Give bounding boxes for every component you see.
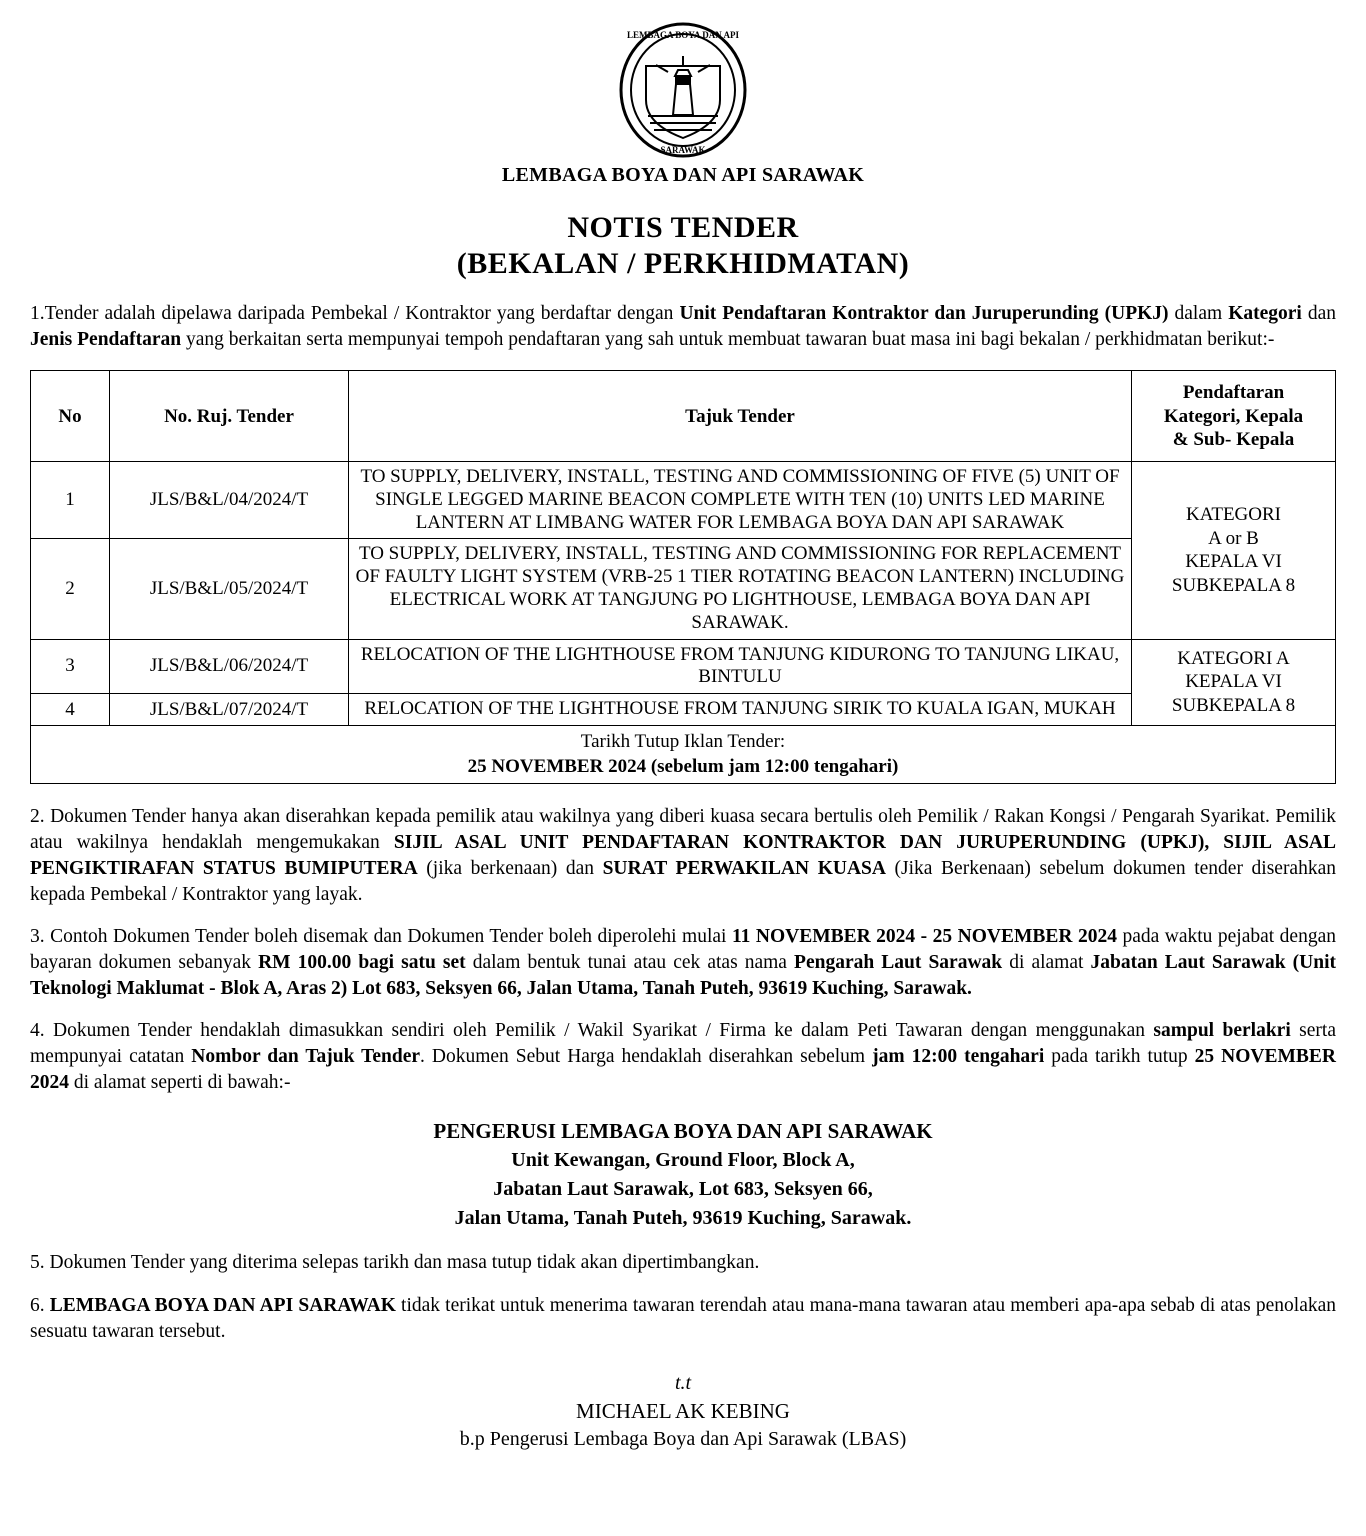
clause3-b3: Pengarah Laut Sarawak: [794, 952, 1003, 973]
clause3-b4: Jabatan Laut Sarawak (Unit Teknologi Maklumat - Blok A, Aras 2) Lot 683, Seksyen 66, Jalan Utama, Tanah Puteh, 93619 Kuching, Sarawak.: [30, 952, 1337, 999]
organisation-name: LEMBAGA BOYA DAN API SARAWAK: [501, 164, 865, 186]
cat2-line1: KATEGORI A: [1177, 647, 1290, 669]
table-row: [31, 461, 1336, 538]
header-title: Tajuk Tender: [349, 371, 1132, 462]
cat2-line3: SUBKEPALA 8: [1171, 695, 1296, 717]
category-group-2: [1132, 639, 1336, 725]
clause6-t2: tidak terikat untuk menerima tawaran terendah atau mana-mana tawaran atau memberi apa-apa sebab di atas penolakan sesuatu tawaran tersebut.: [30, 1294, 1337, 1342]
clause2-t1: 2. Dokumen Tender hanya akan diserahkan kepada pemilik atau wakilnya yang diberi kuasa secara bertulis oleh Pemilik / Rakan Kongsi / Pengarah Syarikat. Pemilik atau wakilnya hendaklah mengemukakan: [30, 806, 1336, 854]
intro-paragraph: [30, 301, 1336, 352]
row3-no: 3: [31, 639, 110, 694]
row3-title: RELOCATION OF THE LIGHTHOUSE FROM TANJUNG KIDURONG TO TANJUNG LIKAU, BINTULU: [349, 639, 1132, 694]
header-category: [1132, 371, 1336, 462]
clause4-b3: jam 12:00 tengahari: [872, 1046, 1045, 1068]
svg-text:LEMBAGA BOYA DAN API: LEMBAGA BOYA DAN API: [627, 30, 739, 40]
intro-part3: dan: [1301, 303, 1336, 324]
clause3-t4: di alamat: [1002, 952, 1091, 973]
signature-block: [30, 1370, 1336, 1452]
tender-table: [30, 370, 1336, 784]
category-group-1: [1132, 461, 1336, 639]
cat1-line3: KEPALA VI: [1185, 551, 1282, 573]
intro-bold2: Kategori: [1228, 303, 1302, 324]
signatory-name: MICHAEL AK KEBING: [576, 1399, 790, 1424]
row4-no: 4: [31, 694, 110, 726]
clause4-b4: 25 NOVEMBER 2024: [30, 1046, 1336, 1093]
clause4-b2: Nombor dan Tajuk Tender: [191, 1046, 421, 1068]
clause-5: 5. Dokumen Tender yang diterima selepas tarikh dan masa tutup tidak akan dipertimbangkan.: [30, 1252, 760, 1274]
clause2-b1: SIJIL ASAL UNIT PENDAFTARAN KONTRAKTOR DAN JURUPERUNDING (UPKJ), SIJIL ASAL PENGIKTIRAFAN STATUS BUMIPUTERA: [30, 832, 1337, 879]
clause2-t3: (Jika Berkenaan) sebelum dokumen tender diserahkan kepada Pembekal / Kontraktor yang layak.: [30, 857, 1336, 905]
closing-date-cell: [31, 725, 1336, 783]
row1-title: TO SUPPLY, DELIVERY, INSTALL, TESTING AND COMMISSIONING OF FIVE (5) UNIT OF SINGLE LEGGED MARINE BEACON COMPLETE WITH TEN (10) UNITS LED MARINE LANTERN AT LIMBANG WATER FOR LEMBAGA BOYA DAN API SARAWAK: [349, 461, 1132, 538]
signature-mark: t.t: [674, 1372, 692, 1395]
clause3-b2: RM 100.00 bagi satu set: [258, 952, 466, 973]
row1-reference: JLS/B&L/04/2024/T: [110, 461, 349, 538]
clause-6: [30, 1293, 1336, 1344]
page-subtitle: (BEKALAN / PERKHIDMATAN): [456, 247, 910, 280]
signatory-role: b.p Pengerusi Lembaga Boya dan Api Sarawak (LBAS): [459, 1427, 907, 1450]
clause4-b1: sampul berlakri: [1153, 1020, 1291, 1042]
row2-no: 2: [31, 539, 110, 639]
cat1-line1: KATEGORI: [1186, 503, 1281, 525]
intro-bold3: Jenis Pendaftaran: [30, 328, 182, 350]
clause3-t2: pada waktu pejabat dengan bayaran dokumen sebanyak: [30, 926, 1336, 973]
closing-date: 25 NOVEMBER 2024 (sebelum jam 12:00 tengahari): [467, 755, 899, 777]
table-row: [31, 639, 1336, 694]
closing-date-row: [31, 725, 1336, 783]
clause3-t3: dalam bentuk tunai atau cek atas nama: [465, 952, 795, 973]
cat1-line2: A or B: [1208, 527, 1259, 549]
clause-2: [30, 804, 1336, 907]
header-no: No: [31, 371, 110, 462]
clause2-b2: SURAT PERWAKILAN KUASA: [602, 857, 886, 879]
header-category-line3: & Sub- Kepala: [1172, 428, 1295, 450]
row1-no: 1: [31, 461, 110, 538]
row4-reference: JLS/B&L/07/2024/T: [110, 694, 349, 726]
address-line1: PENGERUSI LEMBAGA BOYA DAN API SARAWAK: [433, 1118, 933, 1143]
cat2-line2: KEPALA VI: [1185, 671, 1282, 693]
address-block: [30, 1116, 1336, 1233]
cat1-line4: SUBKEPALA 8: [1171, 575, 1296, 597]
row4-title: RELOCATION OF THE LIGHTHOUSE FROM TANJUNG SIRIK TO KUALA IGAN, MUKAH: [349, 694, 1132, 726]
intro-part4: yang berkaitan serta mempunyai tempoh pendaftaran yang sah untuk membuat tawaran buat masa ini bagi bekalan / perkhidmatan berikut:-: [181, 328, 1275, 350]
clause-4: [30, 1018, 1336, 1095]
address-line4: Jalan Utama, Tanah Puteh, 93619 Kuching, Sarawak.: [454, 1207, 912, 1230]
clause4-t4: pada tarikh tutup: [1044, 1046, 1195, 1068]
intro-bold1: Unit Pendaftaran Kontraktor dan Juruperunding (UPKJ): [679, 303, 1169, 324]
table-header-row: [31, 371, 1336, 462]
address-line3: Jabatan Laut Sarawak, Lot 683, Seksyen 66,: [493, 1178, 873, 1201]
row2-reference: JLS/B&L/05/2024/T: [110, 539, 349, 639]
clause6-b1: LEMBAGA BOYA DAN API SARAWAK: [49, 1294, 396, 1316]
clause-3: [30, 924, 1336, 1001]
closing-label: Tarikh Tutup Iklan Tender:: [580, 730, 786, 752]
intro-part1: 1.Tender adalah dipelawa daripada Pembekal / Kontraktor yang berdaftar dengan: [30, 303, 680, 324]
clause4-t3: . Dokumen Sebut Harga hendaklah diserahkan sebelum: [420, 1046, 873, 1068]
clause6-t1: 6.: [30, 1294, 50, 1316]
intro-part2: dalam: [1168, 303, 1229, 324]
clause2-t2: (jika berkenaan) dan: [417, 857, 603, 879]
row3-reference: JLS/B&L/06/2024/T: [110, 639, 349, 694]
clause3-t1: 3. Contoh Dokumen Tender boleh disemak dan Dokumen Tender boleh diperolehi mulai: [30, 926, 732, 948]
lighthouse-crest-icon: [608, 20, 758, 160]
svg-text:SARAWAK: SARAWAK: [660, 145, 706, 155]
clause4-t1: 4. Dokumen Tender hendaklah dimasukkan sendiri oleh Pemilik / Wakil Syarikat / Firma ke dalam Peti Tawaran dengan menggunakan: [30, 1020, 1154, 1042]
clause4-t5: di alamat seperti di bawah:-: [69, 1071, 291, 1093]
clause4-t2: serta mempunyai catatan: [30, 1020, 1336, 1068]
header-category-line1: Pendaftaran: [1182, 382, 1285, 404]
header-reference: No. Ruj. Tender: [110, 371, 349, 462]
header-category-line2: Kategori, Kepala: [1163, 405, 1304, 427]
clause3-b1: 11 NOVEMBER 2024 - 25 NOVEMBER 2024: [731, 926, 1117, 948]
address-line2: Unit Kewangan, Ground Floor, Block A,: [511, 1149, 855, 1172]
page-title: NOTIS TENDER: [567, 211, 799, 244]
row2-title: TO SUPPLY, DELIVERY, INSTALL, TESTING AND COMMISSIONING FOR REPLACEMENT OF FAULTY LIGHT SYSTEM (VRB-25 1 TIER ROTATING BEACON LANTERN) INCLUDING ELECTRICAL WORK AT TANGJUNG PO LIGHTHOUSE, LEMBAGA BOYA DAN API SARAWAK.: [349, 539, 1132, 639]
crest-container: [30, 20, 1336, 160]
